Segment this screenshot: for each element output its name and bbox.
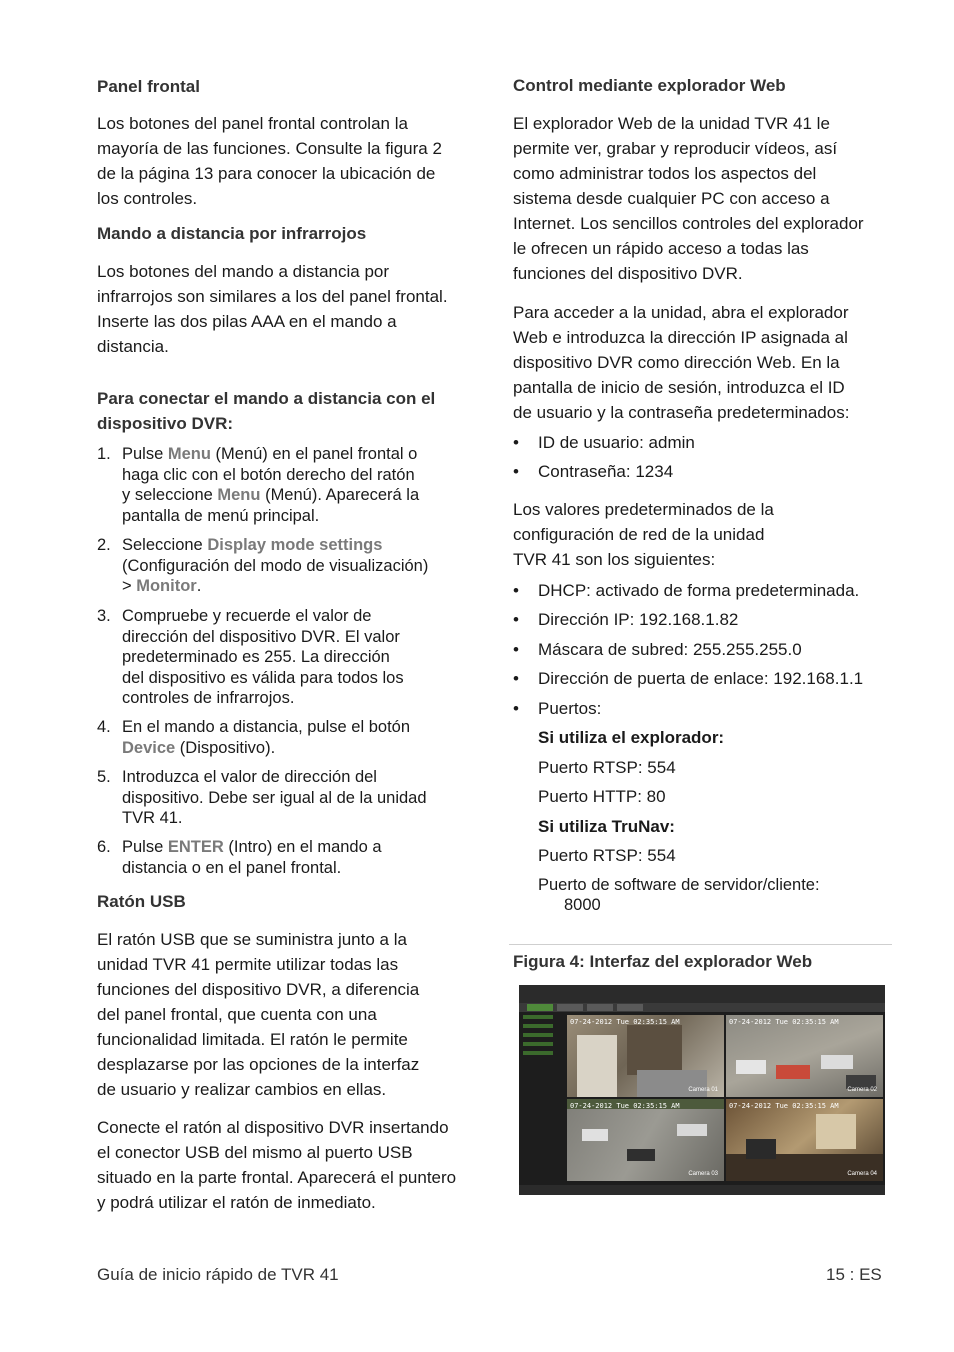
browser-rtsp-port: Puerto RTSP: 554 [538,758,676,777]
trunav-rtsp-port: Puerto RTSP: 554 [538,846,676,865]
figure-tab [587,1004,613,1011]
panel-frontal-heading: Panel frontal [97,77,200,96]
footer-title: Guía de inicio rápido de TVR 41 [97,1265,339,1284]
figure-tab-bar [519,1003,885,1012]
figure-tab [557,1004,583,1011]
camera-view-01: 07-24-2012 Tue 02:35:15 AM Camera 01 [567,1015,724,1097]
figure-tab [527,1004,553,1011]
panel-frontal-paragraph: Los botones del panel frontal controlan la mayoría de las funciones. Consulte la figura 2 de la página 13 para conocer la ubicación de los controles. [97,114,442,208]
figure-status-bar [519,1185,885,1195]
web-browser-paragraph: El explorador Web de la unidad TVR 41 le permite ver, grabar y reproducir vídeos, así como administrar todos los aspectos del sistema desde cualquier PC con acceso a Internet. Los sencillos controles del explorador le ofrecen un rápido acceso a todas las funciones del dispositivo DVR. [513,114,864,283]
trunav-ports-heading: Si utiliza TruNav: [538,817,675,836]
page-number: 15 : ES [826,1265,882,1284]
camera-view-02: 07-24-2012 Tue 02:35:15 AM Camera 02 [726,1015,883,1097]
usb-mouse-paragraph: El ratón USB que se suministra junto a la unidad TVR 41 permite utilizar todas las funciones del dispositivo DVR, a diferencia del panel frontal, que cuenta con una funcionalidad limitada. El ratón le permite desplazarse por las opciones de la interfaz de usuario y realizar cambios en ellas. [97,930,420,1099]
monitor-keyword: Monitor [136,577,197,596]
menu-keyword: Menu [167,445,211,463]
connect-remote-heading-l1: Para conectar el mando a distancia con el [97,389,436,408]
figure-camera-list [523,1015,565,1185]
camera-view-04: 07-24-2012 Tue 02:35:15 AM Camera 04 [726,1099,883,1181]
figure-title-bar [519,985,885,1003]
caption-divider [509,944,892,945]
ir-remote-paragraph: Los botones del mando a distancia por infrarrojos son similares a los del panel frontal. Inserte las dos pilas AAA en el mando a distancia. [97,262,448,356]
usb-mouse-heading: Ratón USB [97,892,186,911]
connect-remote-heading-l2: dispositivo DVR: [97,414,234,433]
defaults-paragraph: Los valores predeterminados de la configuración de red de la unidad TVR 41 son los siguientes: [513,500,774,569]
connect-mouse-paragraph: Conecte el ratón al dispositivo DVR insertando el conector USB del mismo al puerto USB situado en la parte frontal. Aparecerá el puntero y podrá utilizar el ratón de inmediato. [97,1118,457,1212]
software-port-value: 8000 [564,896,601,914]
ir-remote-heading: Mando a distancia por infrarrojos [97,224,367,243]
browser-http-port: Puerto HTTP: 80 [538,787,666,806]
web-browser-heading: Control mediante explorador Web [513,76,786,95]
browser-ports-heading: Si utiliza el explorador: [538,728,725,747]
web-interface-figure [519,985,885,1195]
software-port-label: Puerto de software de servidor/cliente: [538,876,820,894]
enter-keyword: ENTER [167,838,224,856]
display-mode-keyword: Display mode settings [207,536,383,554]
figure-caption: Figura 4: Interfaz del explorador Web [513,952,813,971]
figure-tab [617,1004,643,1011]
camera-view-03: 07-24-2012 Tue 02:35:15 AM Camera 03 [567,1099,724,1181]
access-paragraph: Para acceder a la unidad, abra el explorador Web e introduzca la dirección IP asignada al dispositivo DVR como dirección Web. En la pantalla de inicio de sesión, introduzca el ID de usuario y la contraseña predeterminados: [513,303,850,422]
menu-keyword: Menu [217,486,261,505]
device-keyword: Device [122,738,176,757]
